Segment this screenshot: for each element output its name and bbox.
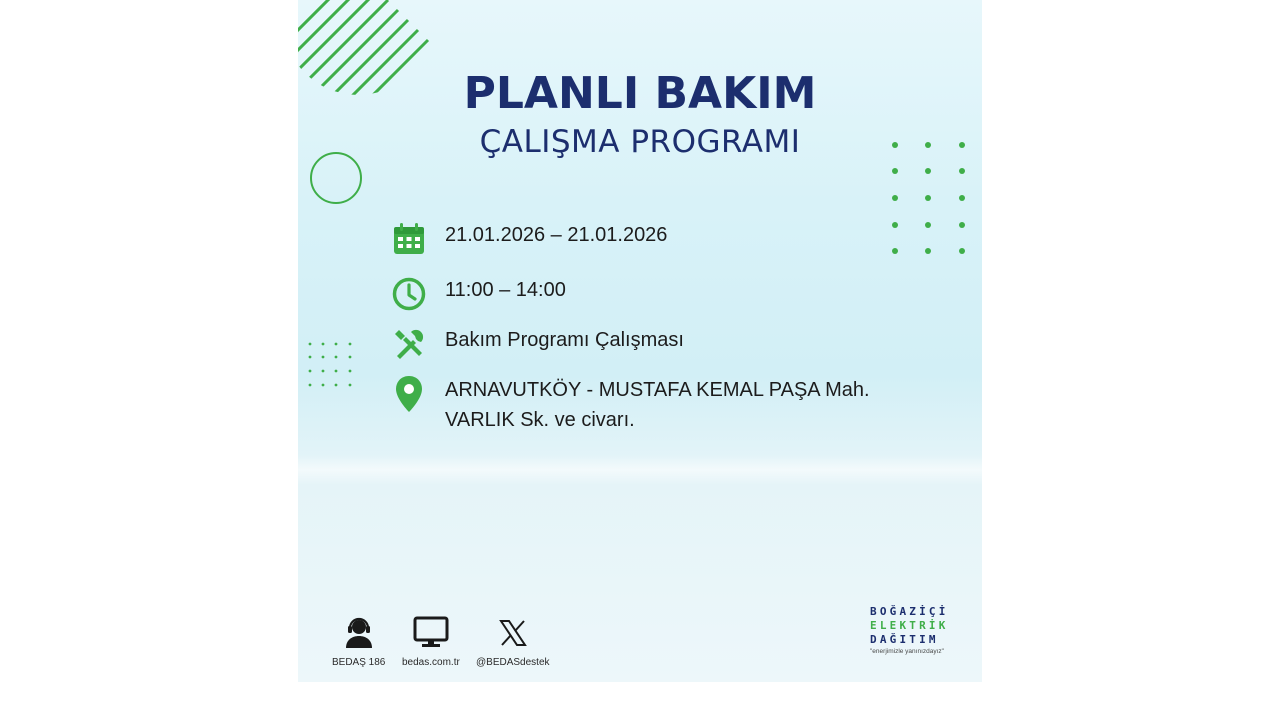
company-logo (870, 605, 966, 655)
logo-line-3: DAĞITIM (870, 633, 939, 646)
headset-icon (342, 614, 376, 648)
footer-social (476, 614, 550, 668)
background-horizon (298, 455, 982, 485)
tools-icon (390, 325, 428, 363)
x-logo-icon (498, 614, 528, 648)
footer-web (402, 614, 460, 668)
calendar-icon (390, 220, 428, 258)
page-subtitle: ÇALIŞMA PROGRAMI (479, 124, 801, 160)
phone-label: BEDAŞ 186 (332, 657, 386, 668)
social-label: @BEDASdestek (476, 657, 550, 668)
monitor-icon (413, 614, 449, 648)
location: ARNAVUTKÖY - MUSTAFA KEMAL PAŞA Mah. VARLIK Sk. ve civarı. (445, 379, 870, 431)
logo-line-1: BOĞAZİÇİ (870, 605, 949, 618)
decorative-dot-grid-small (306, 340, 358, 396)
map-pin-icon (390, 375, 428, 413)
time-range: 11:00 – 14:00 (445, 279, 566, 301)
web-label: bedas.com.tr (402, 657, 460, 668)
time-row (390, 275, 566, 313)
location-row (390, 375, 910, 435)
date-range: 21.01.2026 – 21.01.2026 (445, 224, 668, 246)
logo-line-2: ELEKTRİK (870, 619, 949, 632)
page-title: PLANLI BAKIM (463, 68, 817, 119)
work-type: Bakım Programı Çalışması (445, 329, 684, 351)
work-type-row (390, 325, 684, 363)
footer-phone (332, 614, 385, 668)
announcement-card (298, 0, 982, 682)
clock-icon (390, 275, 428, 313)
logo-slogan: "enerjimizle yanınızdayız" (870, 648, 944, 655)
date-row (390, 220, 667, 258)
